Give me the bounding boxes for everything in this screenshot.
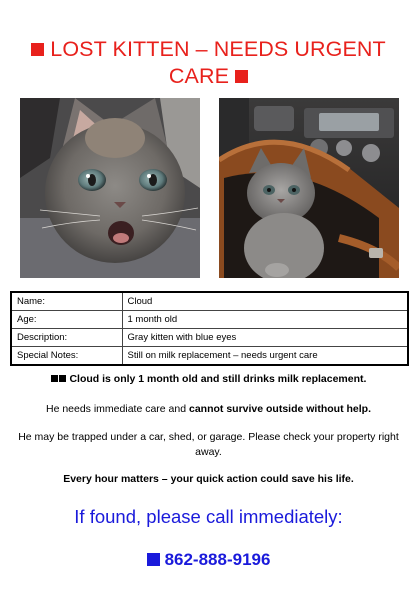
detail-label: Name: (11, 292, 122, 311)
detail-label: Description: (11, 329, 122, 347)
detail-value: 1 month old (122, 311, 408, 329)
red-square-icon (235, 70, 248, 83)
table-row (11, 329, 408, 347)
phone-line (10, 548, 407, 572)
care-notice-bold: cannot survive outside without help. (188, 403, 372, 415)
table-row (11, 347, 408, 366)
urgency-notice-text: Every hour matters – your quick action could save his life. (63, 473, 354, 485)
red-square-icon (31, 43, 44, 56)
found-call-text: If found, please call immediately: (74, 506, 343, 527)
milk-notice-text: Cloud is only 1 month old and still drinks milk replacement. (69, 373, 367, 385)
blue-square-icon (147, 553, 160, 566)
kitten-details-table (10, 291, 409, 366)
urgency-notice (10, 472, 407, 487)
title-line-1: LOST KITTEN – NEEDS URGENT (50, 37, 386, 61)
detail-label: Special Notes: (11, 347, 122, 366)
table-row (11, 292, 408, 311)
title-line-2: CARE (168, 64, 230, 88)
detail-value: Gray kitten with blue eyes (122, 329, 408, 347)
milk-notice (10, 372, 407, 387)
black-square-icon (59, 375, 66, 382)
phone-number[interactable]: 862-888-9196 (164, 550, 271, 569)
trapped-notice: He may be trapped under a car, shed, or garage. Please check your property right away. (18, 431, 399, 458)
table-row (11, 311, 408, 329)
care-notice-start: He needs immediate care and (45, 403, 189, 415)
kitten-in-bag-photo (219, 98, 399, 278)
flyer-title (10, 36, 407, 90)
detail-label: Age: (11, 311, 122, 329)
kitten-face-photo (20, 98, 200, 278)
care-notice (10, 402, 407, 417)
detail-value: Still on milk replacement – needs urgent care (122, 347, 408, 366)
black-square-icon (51, 375, 58, 382)
detail-value: Cloud (122, 292, 408, 311)
